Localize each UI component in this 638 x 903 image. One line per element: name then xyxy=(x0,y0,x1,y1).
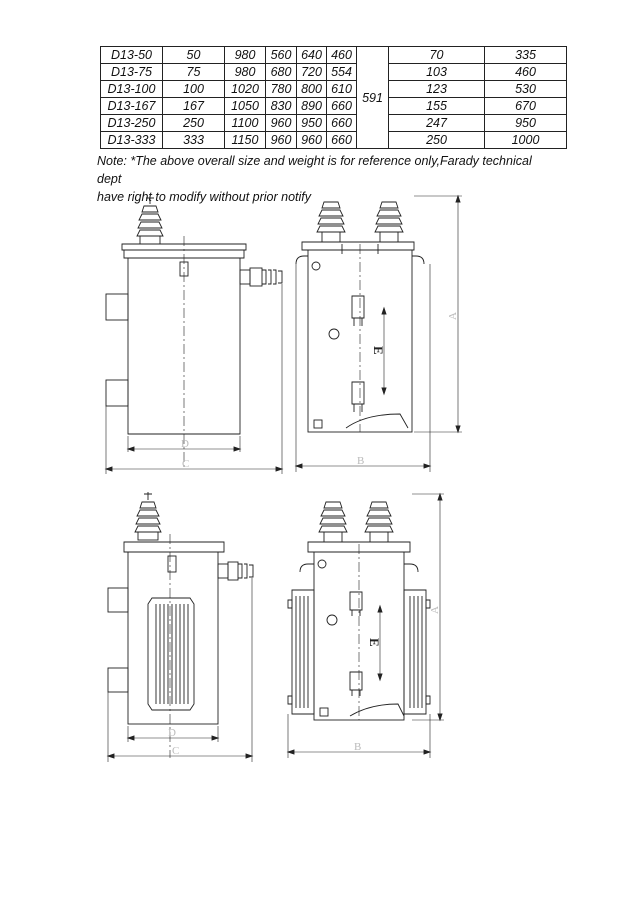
radiator-icon xyxy=(404,590,430,714)
table-cell: 1020 xyxy=(225,81,266,98)
table-cell: 830 xyxy=(266,98,297,115)
dimension-label-b: B xyxy=(354,741,362,753)
table-cell: 660 xyxy=(327,98,357,115)
table-cell: 1000 xyxy=(485,132,567,149)
bushing-icon xyxy=(317,202,345,242)
dimension-label-d: D xyxy=(181,438,189,450)
bushing-icon xyxy=(319,502,347,542)
radiator-icon xyxy=(288,590,314,714)
table-cell: 103 xyxy=(389,64,485,81)
table-cell: 100 xyxy=(163,81,225,98)
table-cell: 660 xyxy=(327,115,357,132)
table-cell: 720 xyxy=(297,64,327,81)
table-cell: 460 xyxy=(327,47,357,64)
table-cell: D13-250 xyxy=(101,115,163,132)
table-cell: 335 xyxy=(485,47,567,64)
top-side-view xyxy=(106,196,282,474)
bottom-front-view xyxy=(288,494,444,758)
radiator-icon xyxy=(148,598,194,710)
dimension-label-c: C xyxy=(172,745,180,757)
table-cell: D13-167 xyxy=(101,98,163,115)
table-cell: 250 xyxy=(389,132,485,149)
table-cell: 250 xyxy=(163,115,225,132)
dimension-label-c: C xyxy=(182,458,190,470)
note-line-2: have right to modify without prior notify xyxy=(97,190,311,204)
dimension-label-e: E xyxy=(367,638,382,647)
table-cell: 640 xyxy=(297,47,327,64)
table-cell: 155 xyxy=(389,98,485,115)
table-cell: D13-100 xyxy=(101,81,163,98)
table-cell: D13-50 xyxy=(101,47,163,64)
table-cell: 560 xyxy=(266,47,297,64)
top-front-view xyxy=(296,196,462,472)
table-cell: 1050 xyxy=(225,98,266,115)
table-cell: 960 xyxy=(266,132,297,149)
table-cell: 780 xyxy=(266,81,297,98)
table-cell: 247 xyxy=(389,115,485,132)
table-cell: 670 xyxy=(485,98,567,115)
bushing-icon xyxy=(135,492,161,540)
table-cell: 890 xyxy=(297,98,327,115)
table-cell: 123 xyxy=(389,81,485,98)
table-cell: 1100 xyxy=(225,115,266,132)
dimension-label-b: B xyxy=(357,455,365,467)
valve-icon xyxy=(240,268,282,286)
table-cell: 980 xyxy=(225,64,266,81)
table-cell: 333 xyxy=(163,132,225,149)
table-cell: 680 xyxy=(266,64,297,81)
table-cell: 950 xyxy=(485,115,567,132)
table-cell: 167 xyxy=(163,98,225,115)
bushing-icon xyxy=(365,502,393,542)
dimension-label-a: A xyxy=(429,606,441,614)
table-cell: 950 xyxy=(297,115,327,132)
table-cell: 554 xyxy=(327,64,357,81)
table-cell: D13-333 xyxy=(101,132,163,149)
table-cell: 460 xyxy=(485,64,567,81)
bushing-icon xyxy=(375,202,403,242)
note-line-1: Note: *The above overall size and weight is for reference only,Farady technical dept xyxy=(97,154,532,186)
table-cell: 50 xyxy=(163,47,225,64)
table-cell: 660 xyxy=(327,132,357,149)
table-cell: 1150 xyxy=(225,132,266,149)
dimension-label-a: A xyxy=(447,312,459,320)
bottom-side-view xyxy=(108,492,253,762)
table-cell: 960 xyxy=(266,115,297,132)
valve-icon xyxy=(218,562,253,580)
bushing-icon xyxy=(137,196,163,244)
table-cell: D13-75 xyxy=(101,64,163,81)
table-cell: 530 xyxy=(485,81,567,98)
table-cell: 980 xyxy=(225,47,266,64)
table-cell: 960 xyxy=(297,132,327,149)
table-cell: 800 xyxy=(297,81,327,98)
table-cell: 610 xyxy=(327,81,357,98)
dimension-label-d: D xyxy=(168,727,176,739)
table-cell: 75 xyxy=(163,64,225,81)
merged-table-cell: 591 xyxy=(357,47,389,149)
dimension-label-e: E xyxy=(371,346,386,355)
table-cell: 70 xyxy=(389,47,485,64)
